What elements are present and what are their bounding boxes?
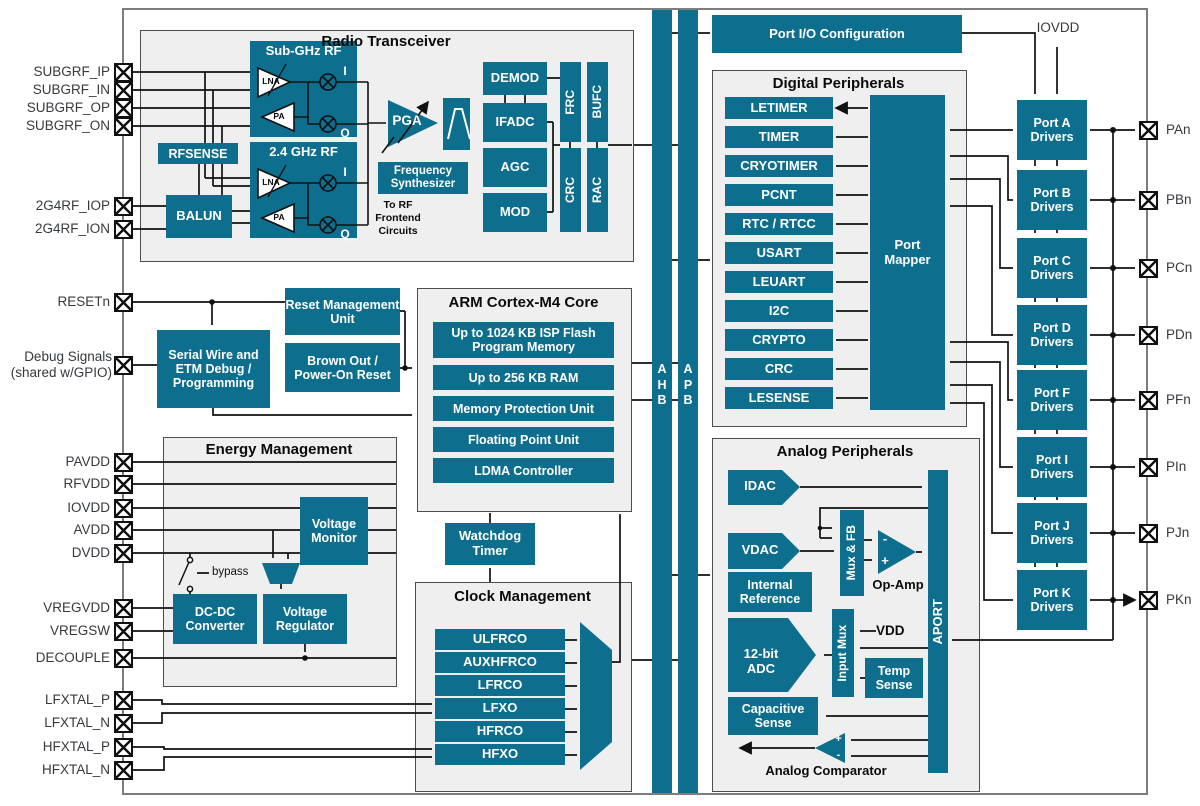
energy-mux-trapezoid <box>262 563 300 584</box>
pin-label-pkn: PKn <box>1166 592 1192 607</box>
block-rtc-rtcc: RTC / RTCC <box>725 213 833 235</box>
block-ulfrco: ULFRCO <box>435 629 565 650</box>
bypass-switch-blade <box>179 562 189 585</box>
block-mod: MOD <box>483 193 547 232</box>
block-24ghz-rf: 2.4 GHz RF <box>250 142 357 238</box>
pin-label-lfxtal-n: LFXTAL_N <box>44 715 110 730</box>
block-port-mapper: Port Mapper <box>870 95 945 410</box>
pin-label-hfxtal-n: HFXTAL_N <box>41 762 110 777</box>
pin-hfxtal-n <box>114 761 133 780</box>
pin-pkn <box>1139 591 1158 610</box>
block-demod: DEMOD <box>483 62 547 95</box>
idac-label: IDAC <box>744 478 776 493</box>
pin-label-avdd: AVDD <box>73 522 110 537</box>
block-port-c-drivers: Port C Drivers <box>1017 238 1087 298</box>
pin-2g4rf-iop <box>114 197 133 216</box>
block-hfxo: HFXO <box>435 744 565 765</box>
iovdd-top-label: IOVDD <box>1036 20 1080 35</box>
pin-vregsw <box>114 622 133 641</box>
input-mux-label: Input Mux <box>835 624 850 682</box>
pin-vregvdd <box>114 599 133 618</box>
block-crypto: CRYPTO <box>725 329 833 351</box>
pin-dvdd <box>114 544 133 563</box>
block-ldma: LDMA Controller <box>433 458 614 483</box>
block-hfrco: HFRCO <box>435 721 565 742</box>
pin-label-resetn: RESETn <box>57 294 110 309</box>
analog-peripherals-title: Analog Peripherals <box>776 443 914 460</box>
bufc-label: BUFC <box>589 85 604 119</box>
block-usart: USART <box>725 242 833 264</box>
mux-fb-label: Mux & FB <box>844 525 859 581</box>
pin-pin <box>1139 458 1158 477</box>
pin-pfn <box>1139 391 1158 410</box>
clock-title: Clock Management <box>454 588 591 605</box>
pin-label-pdn: PDn <box>1166 327 1193 342</box>
block-port-j-drivers: Port J Drivers <box>1017 503 1087 563</box>
block-rfsense: RFSENSE <box>158 143 238 164</box>
block-mpu: Memory Protection Unit <box>433 396 614 421</box>
pin-label-pfn: PFn <box>1166 392 1191 407</box>
adc-label: 12-bit ADC <box>743 646 779 676</box>
aport-label: APORT <box>929 598 945 645</box>
pa-24ghz-label: PA <box>273 212 285 222</box>
pin-rfvdd <box>114 475 133 494</box>
comparator-plus-sign: + <box>835 733 842 745</box>
pin-pan <box>1139 121 1158 140</box>
lna-24ghz-label: LNA <box>262 177 280 187</box>
pin-pbn <box>1139 191 1158 210</box>
pin-label-lfxtal-p: LFXTAL_P <box>44 692 110 707</box>
block-lfrco: LFRCO <box>435 675 565 696</box>
pin-label-pcn: PCn <box>1166 260 1193 275</box>
block-port-io-configuration: Port I/O Configuration <box>712 15 962 53</box>
block-watchdog-timer: Watchdog Timer <box>445 523 535 565</box>
mixer-i-24ghz-label: I <box>343 165 347 179</box>
pin-label-pavdd: PAVDD <box>65 454 110 469</box>
pga-label: PGA <box>392 113 422 128</box>
opamp-plus-sign: + <box>881 553 889 568</box>
block-port-d-drivers: Port D Drivers <box>1017 305 1087 365</box>
pin-lfxtal-n <box>114 714 133 733</box>
vdd-label: VDD <box>876 623 905 638</box>
arm-core-title: ARM Cortex-M4 Core <box>448 294 599 311</box>
pin-debug-signals <box>114 356 133 375</box>
block-port-a-drivers: Port A Drivers <box>1017 100 1087 160</box>
analog-comparator-label: Analog Comparator <box>765 763 887 778</box>
block-auxhfrco: AUXHFRCO <box>435 652 565 673</box>
clock-mux-trapezoid <box>580 622 612 770</box>
block-lesense: LESENSE <box>725 387 833 409</box>
pin-label-debug-signals: Debug Signals (shared w/GPIO) <box>10 349 112 380</box>
block-dcdc-converter: DC-DC Converter <box>173 594 257 644</box>
pin-label-rfvdd: RFVDD <box>63 476 110 491</box>
block-balun: BALUN <box>166 195 232 238</box>
pin-pdn <box>1139 326 1158 345</box>
block-temp-sense: Temp Sense <box>865 658 923 698</box>
pin-label-2g4rf-ion: 2G4RF_ION <box>34 221 110 236</box>
to-rf-frontend-label: To RF Frontend Circuits <box>375 199 421 238</box>
block-reset-management-unit: Reset Management Unit <box>285 288 400 335</box>
block-letimer: LETIMER <box>725 97 833 119</box>
block-voltage-regulator: Voltage Regulator <box>263 594 347 644</box>
opamp-label: Op-Amp <box>872 577 924 592</box>
block-frequency-synthesizer: Frequency Synthesizer <box>378 162 468 194</box>
pin-label-vregvdd: VREGVDD <box>43 600 110 615</box>
block-leuart: LEUART <box>725 271 833 293</box>
pin-hfxtal-p <box>114 738 133 757</box>
pin-iovdd <box>114 499 133 518</box>
block-i2c: I2C <box>725 300 833 322</box>
pin-label-subgrf-op: SUBGRF_OP <box>26 100 110 115</box>
pin-subgrf-ip <box>114 63 133 82</box>
crc-radio-label: CRC <box>562 177 577 203</box>
pin-subgrf-in <box>114 81 133 100</box>
ahb-bus-label: AHB <box>657 362 667 408</box>
pin-label-decouple: DECOUPLE <box>35 650 110 665</box>
block-lfxo: LFXO <box>435 698 565 719</box>
block-agc: AGC <box>483 148 547 187</box>
block-voltage-monitor: Voltage Monitor <box>300 497 368 565</box>
mixer-q-subghz-label: Q <box>340 126 350 140</box>
mixer-q-24ghz-label: Q <box>340 227 350 241</box>
block-internal-reference: Internal Reference <box>728 572 812 612</box>
apb-bus-label: APB <box>683 362 693 408</box>
pin-label-subgrf-ip: SUBGRF_IP <box>33 64 110 79</box>
pin-label-pan: PAn <box>1166 122 1191 137</box>
pin-decouple <box>114 649 133 668</box>
block-fpu: Floating Point Unit <box>433 427 614 452</box>
pin-label-pjn: PJn <box>1166 525 1190 540</box>
block-crc-digital: CRC <box>725 358 833 380</box>
energy-title: Energy Management <box>205 441 353 458</box>
block-ram: Up to 256 KB RAM <box>433 365 614 390</box>
block-port-b-drivers: Port B Drivers <box>1017 170 1087 230</box>
block-capacitive-sense: Capacitive Sense <box>728 697 818 735</box>
pin-label-pin: PIn <box>1166 459 1187 474</box>
pin-label-dvdd: DVDD <box>71 545 110 560</box>
block-cryotimer: CRYOTIMER <box>725 155 833 177</box>
lna-subghz-label: LNA <box>262 76 280 86</box>
rac-label: RAC <box>589 177 604 203</box>
pin-label-subgrf-in: SUBGRF_IN <box>32 82 110 97</box>
pin-pjn <box>1139 524 1158 543</box>
block-ifadc: IFADC <box>483 103 547 142</box>
pin-label-subgrf-on: SUBGRF_ON <box>25 118 110 133</box>
filter-glyph <box>448 109 470 139</box>
block-serial-wire-debug: Serial Wire and ETM Debug / Programming <box>157 330 270 408</box>
opamp-minus-sign: - <box>882 531 888 546</box>
pin-label-vregsw: VREGSW <box>49 623 110 638</box>
pin-lfxtal-p <box>114 691 133 710</box>
block-port-i-drivers: Port I Drivers <box>1017 437 1087 497</box>
pin-label-hfxtal-p: HFXTAL_P <box>42 739 110 754</box>
block-flash-memory: Up to 1024 KB ISP Flash Program Memory <box>433 322 614 358</box>
pin-subgrf-op <box>114 99 133 118</box>
mixer-i-subghz-label: I <box>343 64 347 78</box>
pin-resetn <box>114 293 133 312</box>
frc-label: FRC <box>562 89 577 115</box>
bypass-label: bypass <box>212 566 249 578</box>
pin-avdd <box>114 521 133 540</box>
vdac-label: VDAC <box>741 542 779 557</box>
digital-peripherals-title: Digital Peripherals <box>772 75 905 92</box>
block-brown-out: Brown Out / Power-On Reset <box>285 343 400 392</box>
block-port-f-drivers: Port F Drivers <box>1017 370 1087 430</box>
pin-label-pbn: PBn <box>1166 192 1192 207</box>
block-timer: TIMER <box>725 126 833 148</box>
pin-2g4rf-ion <box>114 220 133 239</box>
block-pcnt: PCNT <box>725 184 833 206</box>
pin-label-2g4rf-iop: 2G4RF_IOP <box>35 198 110 213</box>
pin-subgrf-on <box>114 117 133 136</box>
mixer-glyphs <box>320 74 336 233</box>
comparator-minus-sign: - <box>836 749 841 761</box>
pin-label-iovdd: IOVDD <box>67 500 110 515</box>
pa-subghz-label: PA <box>273 111 285 121</box>
radio-title: Radio Transceiver <box>321 33 451 50</box>
block-subghz-rf: Sub-GHz RF <box>250 41 357 137</box>
block-port-k-drivers: Port K Drivers <box>1017 570 1087 630</box>
pin-pavdd <box>114 453 133 472</box>
pin-pcn <box>1139 259 1158 278</box>
